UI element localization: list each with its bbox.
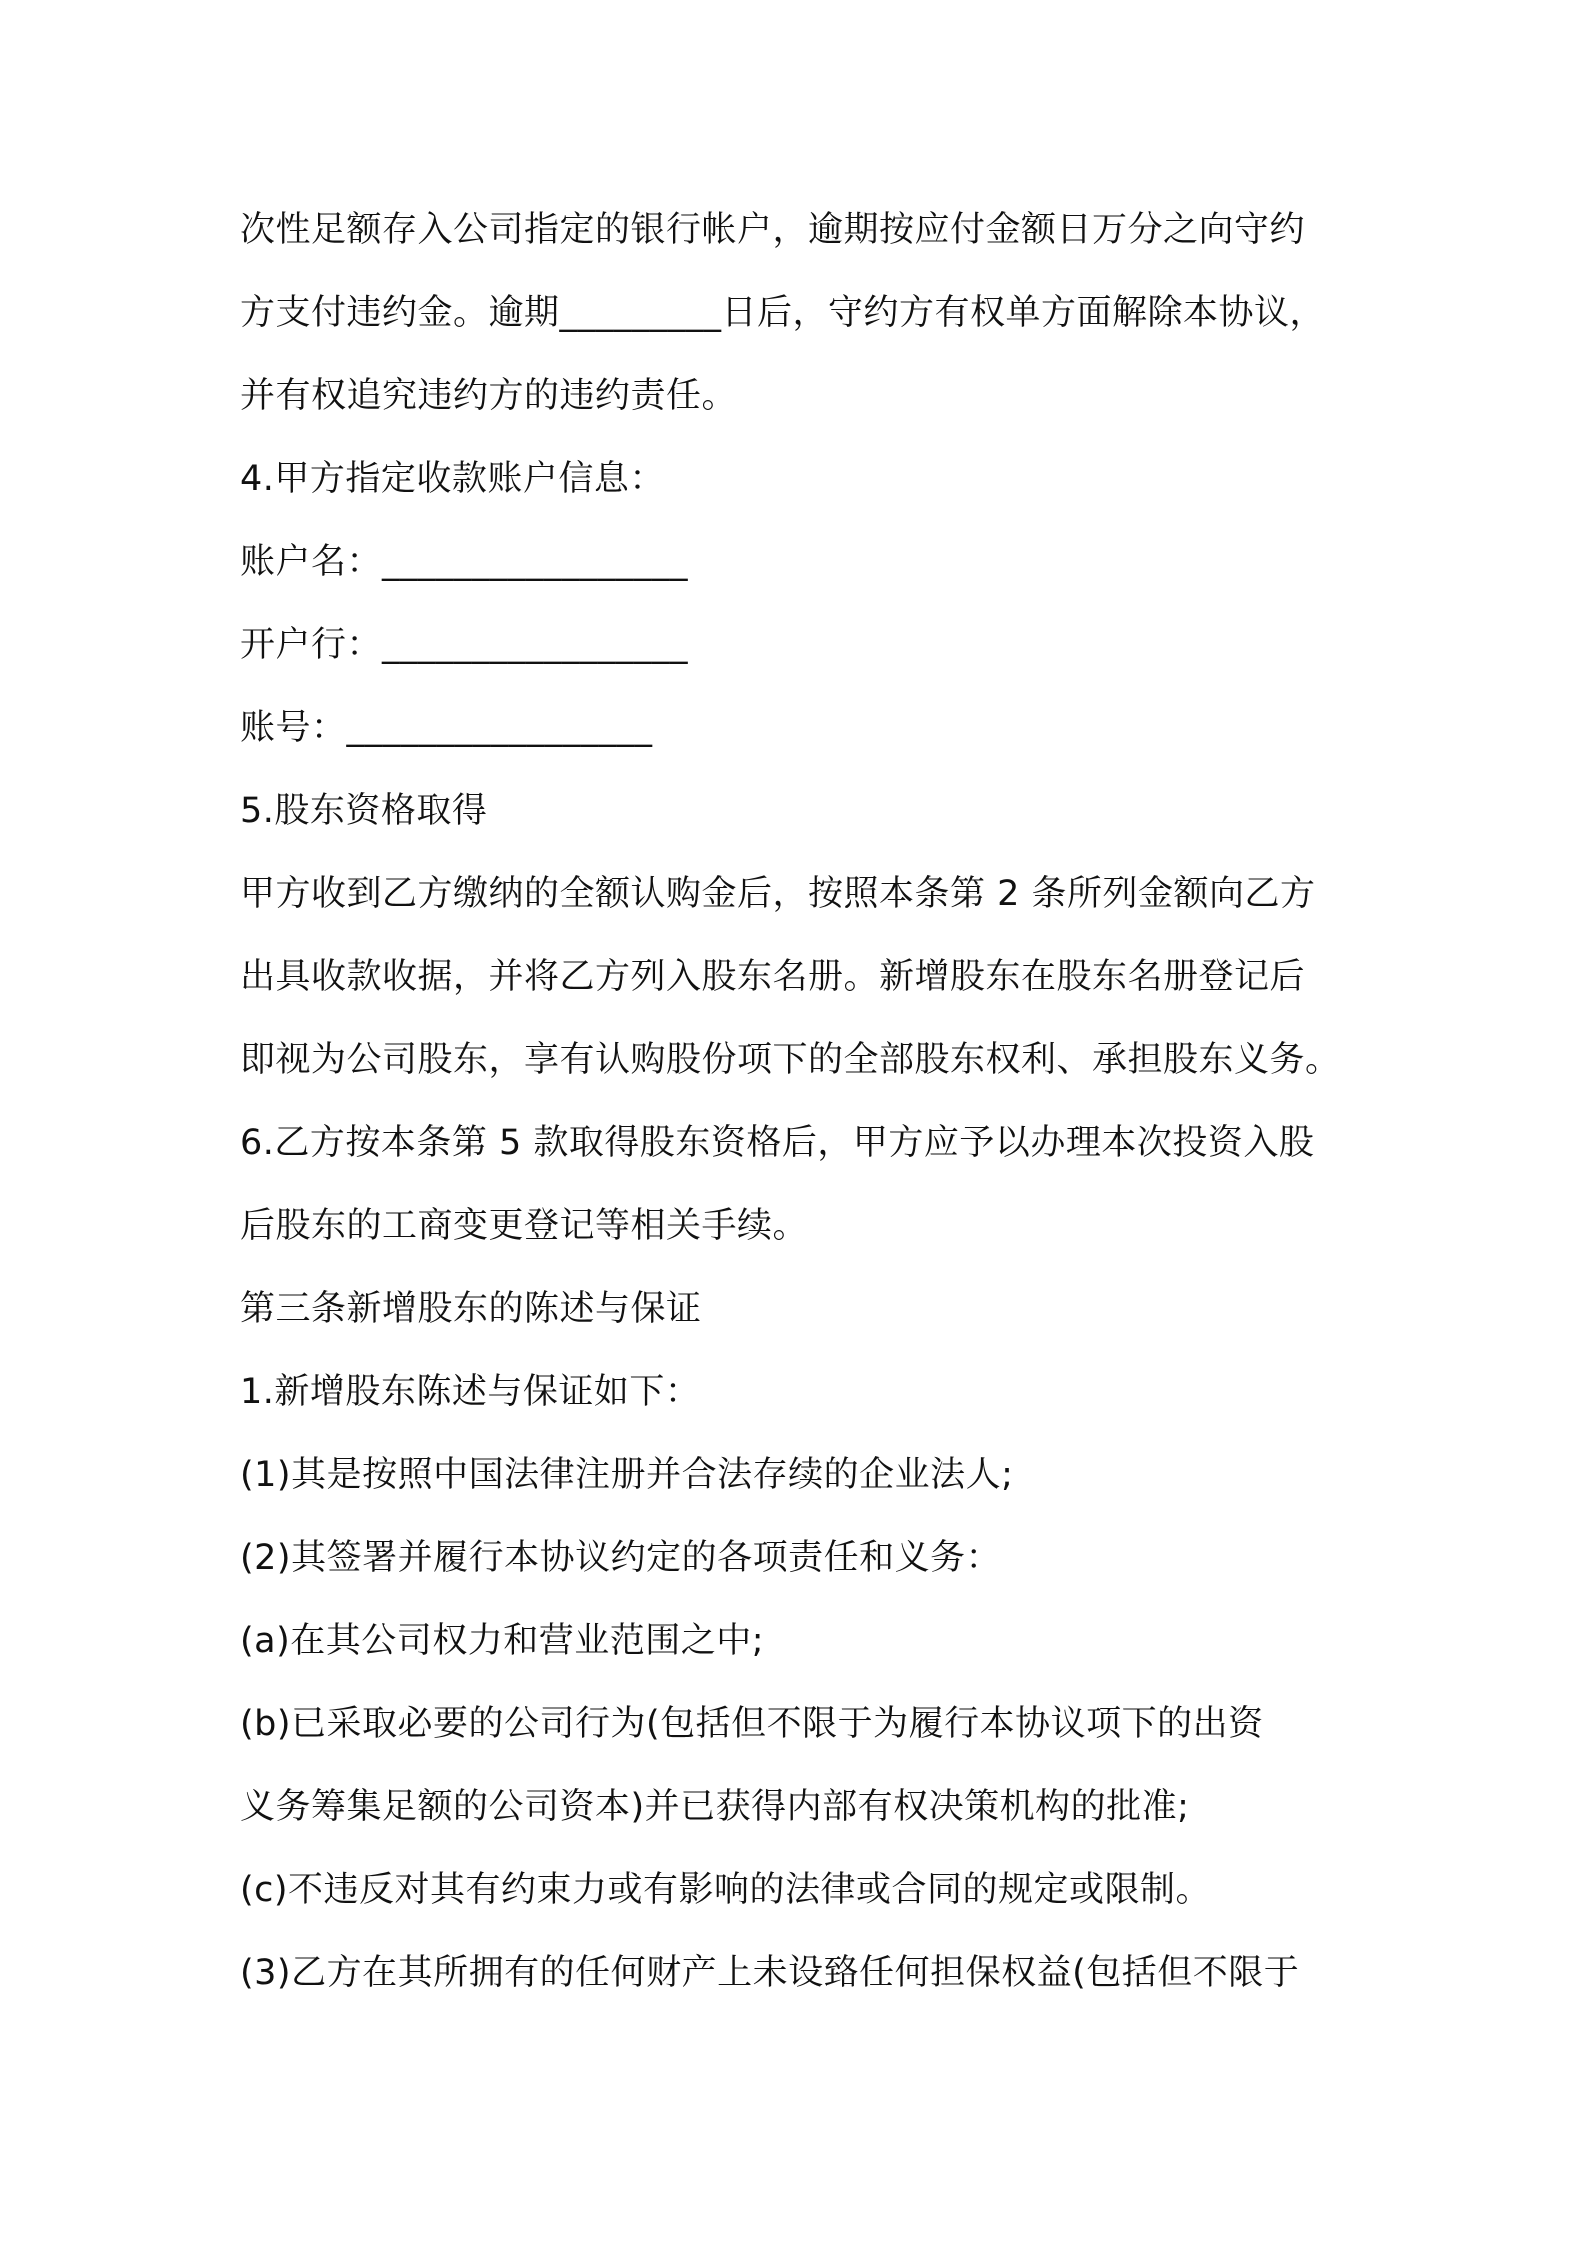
paragraph-line: 义务筹集足额的公司资本)并已获得内部有权决策机构的批准; [240,1787,1190,1827]
paragraph-line: 6.乙方按本条第 5 款取得股东资格后，甲方应予以办理本次投资入股 [240,1123,1315,1163]
article-heading: 第三条新增股东的陈述与保证 [240,1289,702,1329]
list-item: (2)其签署并履行本协议约定的各项责任和义务： [240,1538,1002,1578]
paragraph-line: 方支付违约金。逾期_________日后，守约方有权单方面解除本协议， [240,293,1326,333]
paragraph-line: 1.新增股东陈述与保证如下： [240,1372,701,1412]
list-item: (1)其是按照中国法律注册并合法存续的企业法人; [240,1455,1014,1495]
list-item: (a)在其公司权力和营业范围之中; [240,1621,765,1661]
list-item: (b)已采取必要的公司行为(包括但不限于为履行本协议项下的出资 [240,1704,1264,1744]
account-name-line: 账户名：_________________ [240,542,689,582]
account-number-line: 账号：_________________ [240,708,653,748]
paragraph-line: 即视为公司股东，享有认购股份项下的全部股东权利、承担股东义务。 [240,1040,1341,1080]
list-item: (3)乙方在其所拥有的任何财产上未设臵任何担保权益(包括但不限于 [240,1953,1300,1993]
paragraph-line: 后股东的工商变更登记等相关手续。 [240,1206,809,1246]
paragraph-line: 并有权追究违约方的违约责任。 [240,376,738,416]
paragraph-line: 次性足额存入公司指定的银行帐户，逾期按应付金额日万分之向守约 [240,210,1306,250]
bank-line: 开户行：_________________ [240,625,689,665]
paragraph-line: 出具收款收据，并将乙方列入股东名册。新增股东在股东名册登记后 [240,957,1306,997]
paragraph-line: 甲方收到乙方缴纳的全额认购金后，按照本条第 2 条所列金额向乙方 [240,874,1316,914]
list-item: (c)不违反对其有约束力或有影响的法律或合同的规定或限制。 [240,1870,1212,1910]
section-heading: 4.甲方指定收款账户信息： [240,459,665,499]
section-heading: 5.股东资格取得 [240,791,488,831]
